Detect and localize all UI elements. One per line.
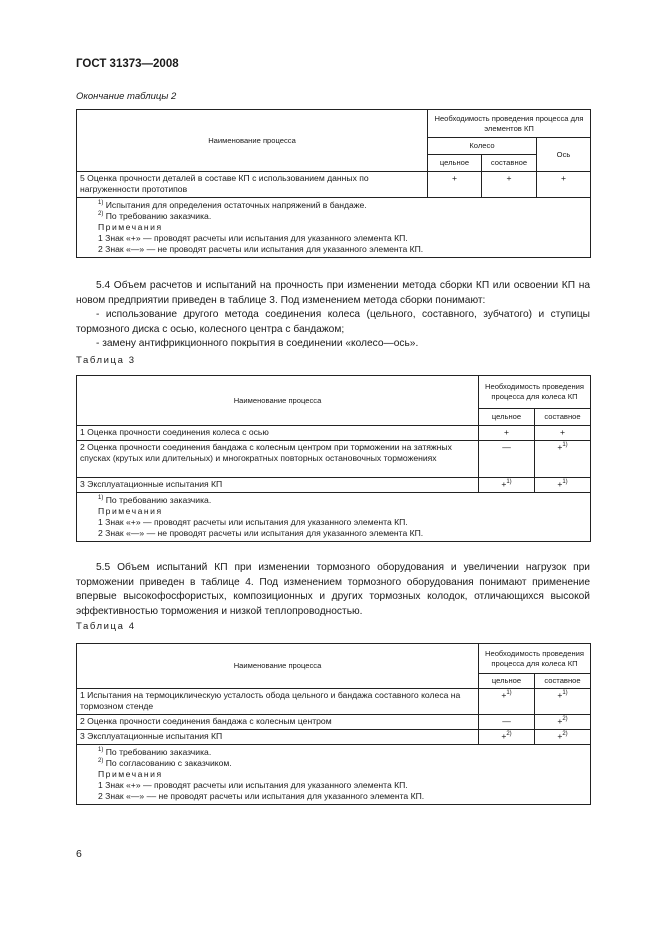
- table4-row1-solid: +$^{1)}$: [479, 689, 535, 715]
- table-row: [77, 478, 591, 493]
- note: 1 Знак «+» — проводят расчеты или испытания для указанного элемента КП.: [98, 517, 408, 527]
- table3-header-need: Необходимость проведения процесса для колеса КП: [479, 376, 591, 409]
- table-row: [77, 715, 591, 730]
- table4-row3-composite: +$^{2)}$: [535, 730, 591, 745]
- table3-caption: Таблица 3: [76, 355, 136, 366]
- table3-header-composite: составное: [535, 409, 591, 426]
- paragraph-line: - замену антифрикционного покрытия в соединении «колесо—ось».: [96, 338, 419, 349]
- table3-row1-solid: +: [479, 426, 535, 441]
- table4-row3-solid: +$^{2)}$: [479, 730, 535, 745]
- table3-header-solid: цельное: [479, 409, 535, 426]
- table-3: [76, 375, 591, 542]
- document-header: ГОСТ 31373—2008: [76, 58, 179, 70]
- table3-row1-composite: +: [535, 426, 591, 441]
- paragraph-5-5: [76, 561, 590, 619]
- table4-row2-solid: —: [479, 715, 535, 730]
- table4-header-composite: составное: [535, 674, 591, 689]
- table2-header-composite: составное: [482, 155, 537, 172]
- table3-notes: [77, 493, 591, 542]
- paragraph-line: - использование другого метода соединения колеса (цельного, составного, зубчатого) и ступицы тормозного диска с осью, колесного центра с бандажом;: [76, 309, 590, 335]
- note: 2 Знак «—» — не проводят расчеты или испытания для указанного элемента КП.: [98, 244, 424, 254]
- paragraph-text: 5.5 Объем испытаний КП при изменении тормозного оборудования и увеличении нагрузок при торможении приведен в таблице 4. Под изменением тормозного оборудования понимают применение впервые высокофосфористых, композиционных и других тормозных колодок, отличающихся высокой эффективностью торможения и низкой теплопроводностью.: [76, 562, 590, 617]
- notes-title: Примечания: [98, 769, 163, 779]
- table2-header-wheel: Колесо: [428, 138, 537, 155]
- table-row: [77, 172, 591, 198]
- table-row: [77, 441, 591, 478]
- note: 1 Знак «+» — проводят расчеты или испытания для указанного элемента КП.: [98, 233, 408, 243]
- footnote: $^{1)}$ По требованию заказчика.: [98, 495, 212, 505]
- table4-header-solid: цельное: [479, 674, 535, 689]
- footnote: $^{1)}$ Испытания для определения остаточных напряжений в бандаже.: [98, 200, 367, 210]
- table4-notes: [77, 745, 591, 805]
- table3-header-process: Наименование процесса: [77, 376, 479, 426]
- table2-row1-composite: +: [482, 172, 537, 198]
- table2-row1-solid: +: [428, 172, 482, 198]
- note: 2 Знак «—» — не проводят расчеты или испытания для указанного элемента КП.: [98, 528, 424, 538]
- table-row: [77, 426, 591, 441]
- table3-row3-name: 3 Эксплуатационные испытания КП: [77, 478, 479, 493]
- footnote: $^{2)}$ По требованию заказчика.: [98, 211, 212, 221]
- table3-row2-composite: +$^{1)}$: [535, 441, 591, 478]
- table-row: [77, 730, 591, 745]
- table3-row2-solid: —: [479, 441, 535, 478]
- notes-title: Примечания: [98, 506, 163, 516]
- table3-row2-name: 2 Оценка прочности соединения бандажа с колесным центром при торможении на затяжных спусках (крутых или длительных) и многократных повторных остановочных торможениях: [77, 441, 479, 478]
- table4-header-need: Необходимость проведения процесса для колеса КП: [479, 644, 591, 674]
- table3-row3-solid: +$^{1)}$: [479, 478, 535, 493]
- table2-header-need: Необходимость проведения процесса для элементов КП: [428, 110, 591, 138]
- table2-row1-name: 5 Оценка прочности деталей в составе КП с использованием данных по нагруженности прототипов: [77, 172, 428, 198]
- table4-row1-name: 1 Испытания на термоциклическую усталость обода цельного и бандажа составного колеса на тормозном стенде: [77, 689, 479, 715]
- note: 2 Знак «—» –– не проводят расчеты или испытания для указанного элемента КП.: [98, 791, 425, 801]
- footnote: $^{1)}$ По требованию заказчика.: [98, 747, 212, 757]
- table-row: [77, 689, 591, 715]
- table4-row2-composite: +$^{2)}$: [535, 715, 591, 730]
- table2-caption: Окончание таблицы 2: [76, 91, 177, 102]
- table-4: [76, 643, 591, 805]
- table2-header-process: Наименование процесса: [77, 110, 428, 172]
- table4-row3-name: 3 Эксплуатационные испытания КП: [77, 730, 479, 745]
- table3-row3-composite: +$^{1)}$: [535, 478, 591, 493]
- table-2: [76, 109, 591, 258]
- table2-notes: [77, 198, 591, 258]
- paragraph-5-4: [76, 279, 590, 352]
- table3-row1-name: 1 Оценка прочности соединения колеса с осью: [77, 426, 479, 441]
- table2-header-solid: цельное: [428, 155, 482, 172]
- page-number: 6: [76, 848, 82, 860]
- table4-row1-composite: +$^{1)}$: [535, 689, 591, 715]
- paragraph-line: 5.4 Объем расчетов и испытаний на прочность при изменении метода сборки КП или освоении КП на новом предприятии приведен в таблице 3. Под изменением метода сборки понимают:: [76, 280, 590, 306]
- table4-row2-name: 2 Оценка прочности соединения бандажа с колесным центром: [77, 715, 479, 730]
- notes-title: Примечания: [98, 222, 163, 232]
- table4-caption: Таблица 4: [76, 621, 136, 632]
- table2-header-axle: Ось: [537, 138, 591, 172]
- table2-row1-axle: +: [537, 172, 591, 198]
- note: 1 Знак «+» — проводят расчеты или испытания для указанного элемента КП.: [98, 780, 408, 790]
- footnote: $^{2)}$ По согласованию с заказчиком.: [98, 758, 232, 768]
- table4-header-process: Наименование процесса: [77, 644, 479, 689]
